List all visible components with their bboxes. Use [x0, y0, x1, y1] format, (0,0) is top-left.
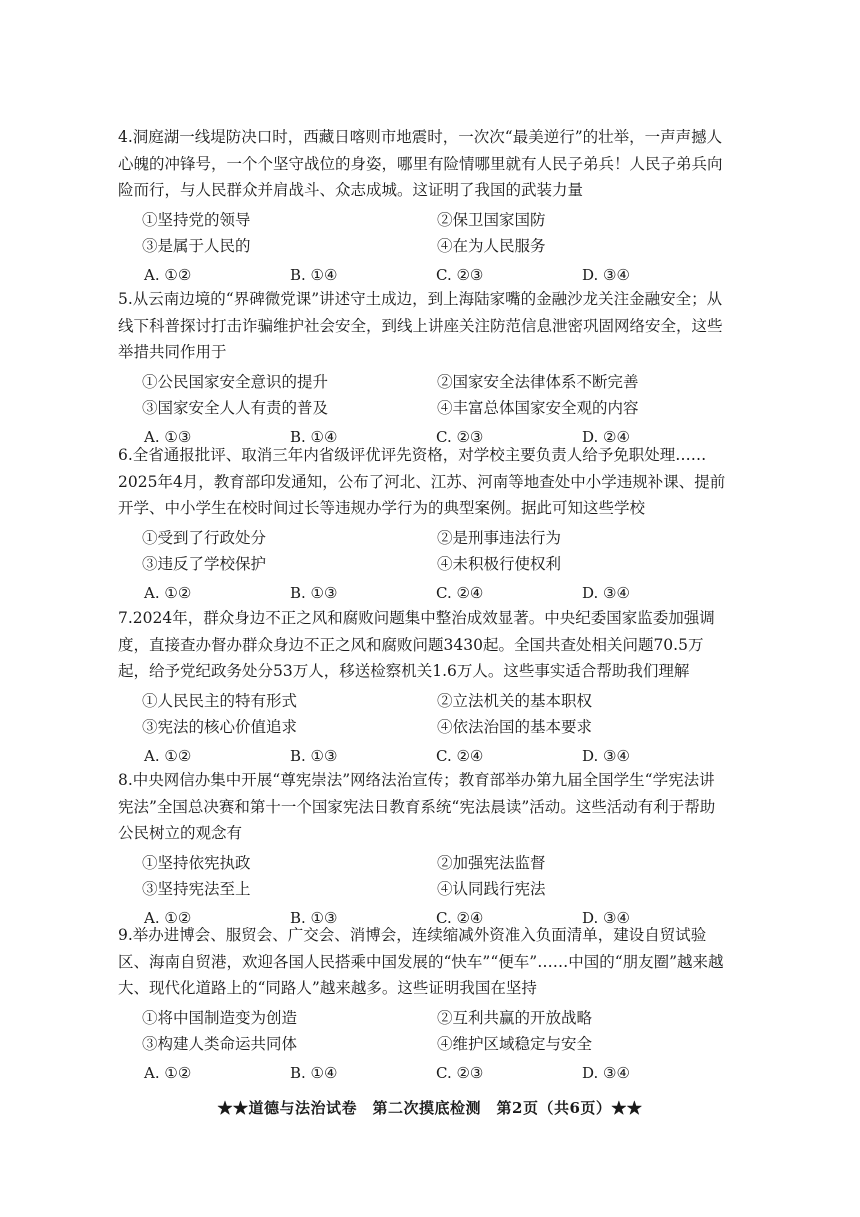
statement-option: ①坚持依宪执政	[142, 853, 251, 872]
answer-choices	[118, 743, 728, 769]
answer-choices	[118, 262, 728, 288]
statement-option: ③是属于人民的	[142, 237, 251, 255]
statement-option: ③坚持宪法至上	[142, 880, 251, 898]
question-text: 全省通报批评、取消三年内省级评优评先资格，对学校主要负责人给予免职处理……2025年4月，教育部印发通知，公布了河北、江苏、河南等地查处中小学违规补课、提前开学、中小学生在校时间过长等违规办学行为的典型案例。据此可知这些学校	[118, 446, 726, 517]
statement-option: ②是刑事违法行为	[437, 528, 562, 547]
answer-choice-c: C. ②④	[436, 746, 484, 765]
statement-option: ①将中国制造变为创造	[142, 1008, 298, 1027]
answer-choice-b: B. ①③	[290, 583, 338, 602]
answer-choices	[118, 1060, 728, 1086]
question-stem	[118, 767, 728, 847]
answer-choice-a: A. ①②	[144, 908, 192, 927]
answer-choice-d: D. ③④	[582, 583, 630, 602]
question-7	[118, 605, 728, 769]
question-stem	[118, 124, 728, 204]
statement-option: ③国家安全人人有责的普及	[142, 399, 329, 417]
question-number: 4.	[118, 128, 133, 146]
statement-options	[118, 369, 728, 422]
answer-choice-b: B. ①③	[290, 746, 338, 765]
answer-choice-a: A. ①②	[144, 1063, 192, 1082]
question-stem	[118, 605, 728, 685]
statement-option: ②加强宪法监督	[437, 853, 546, 872]
answer-choice-c: C. ②③	[436, 265, 484, 284]
question-6	[118, 442, 728, 606]
statement-option: ③宪法的核心价值追求	[142, 718, 298, 736]
answer-choice-c: C. ②④	[436, 908, 484, 927]
page-footer: ★★道德与法治试卷 第二次摸底检测 第2页（共6页）★★	[217, 1099, 643, 1117]
statement-options	[118, 525, 728, 578]
answer-choices	[118, 580, 728, 606]
answer-choice-a: A. ①②	[144, 265, 192, 284]
question-number: 9.	[118, 926, 133, 944]
answer-choice-a: A. ①②	[144, 746, 192, 765]
question-stem	[118, 286, 728, 366]
answer-choice-c: C. ②④	[436, 583, 484, 602]
question-stem	[118, 922, 728, 1002]
question-number: 8.	[118, 771, 133, 789]
question-4	[118, 124, 728, 288]
statement-option: ③违反了学校保护	[142, 555, 267, 573]
statement-option: ①坚持党的领导	[142, 210, 251, 229]
answer-choice-b: B. ①④	[290, 1063, 338, 1082]
question-text: 2024年，群众身边不正之风和腐败问题集中整治成效显著。中央纪委国家监委加强调度，直接查办督办群众身边不正之风和腐败问题3430起。全国共查处相关问题70.5万起，给予党纪政务处分53万人，移送检察机关1.6万人。这些事实适合帮助我们理解	[118, 609, 715, 680]
answer-choice-b: B. ①④	[290, 427, 338, 446]
statement-option: ④维护区域稳定与安全	[437, 1035, 593, 1053]
question-number: 7.	[118, 609, 133, 627]
answer-choice-b: B. ①④	[290, 265, 338, 284]
question-stem	[118, 442, 728, 522]
statement-options	[118, 850, 728, 903]
question-text: 从云南边境的“界碑微党课”讲述守土成边，到上海陆家嘴的金融沙龙关注金融安全；从线下科普探讨打击诈骗维护社会安全，到线上讲座关注防范信息泄密巩固网络安全，这些举措共同作用于	[118, 290, 723, 361]
statement-option: ④认同践行宪法	[437, 880, 546, 898]
question-text: 洞庭湖一线堤防决口时，西藏日喀则市地震时，一次次“最美逆行”的壮举，一声声撼人心魄的冲锋号，一个个坚守战位的身姿，哪里有险情哪里就有人民子弟兵！人民子弟兵向险而行，与人民群众并肩战斗、众志成城。这证明了我国的武装力量	[118, 128, 723, 199]
answer-choice-d: D. ③④	[582, 746, 630, 765]
statement-options	[118, 1005, 728, 1058]
statement-options	[118, 207, 728, 260]
question-text: 举办进博会、服贸会、广交会、消博会，连续缩减外资准入负面清单，建设自贸试验区、海南自贸港，欢迎各国人民搭乘中国发展的“快车”“便车”……中国的“朋友圈”越来越大、现代化道路上的“同路人”越来越多。这些证明我国在坚持	[118, 926, 724, 997]
question-number: 6.	[118, 446, 133, 464]
statement-option: ①公民国家安全意识的提升	[142, 372, 329, 391]
answer-choice-c: C. ②③	[436, 1063, 484, 1082]
question-text: 中央网信办集中开展“尊宪崇法”网络法治宣传；教育部举办第九届全国学生“学宪法讲宪法”全国总决赛和第十一个国家宪法日教育系统“宪法晨读”活动。这些活动有利于帮助公民树立的观念有	[118, 771, 716, 842]
statement-option: ④在为人民服务	[437, 237, 546, 255]
answer-choice-b: B. ①③	[290, 908, 338, 927]
statement-option: ③构建人类命运共同体	[142, 1035, 298, 1053]
statement-option: ①受到了行政处分	[142, 528, 267, 547]
question-9	[118, 922, 728, 1086]
statement-option: ②保卫国家国防	[437, 210, 546, 229]
answer-choice-a: A. ①②	[144, 583, 192, 602]
answer-choice-c: C. ②③	[436, 427, 484, 446]
statement-options	[118, 688, 728, 741]
statement-option: ②互利共赢的开放战略	[437, 1008, 593, 1027]
question-8	[118, 767, 728, 931]
question-number: 5.	[118, 290, 133, 308]
statement-option: ②立法机关的基本职权	[437, 691, 593, 710]
statement-option: ④未积极行使权利	[437, 555, 562, 573]
answer-choice-d: D. ③④	[582, 1063, 630, 1082]
answer-choice-d: D. ②④	[582, 427, 630, 446]
answer-choice-d: D. ③④	[582, 908, 630, 927]
statement-option: ④依法治国的基本要求	[437, 718, 593, 736]
question-5	[118, 286, 728, 450]
answer-choice-d: D. ③④	[582, 265, 630, 284]
answer-choice-a: A. ①③	[144, 427, 192, 446]
statement-option: ①人民民主的特有形式	[142, 691, 298, 710]
statement-option: ②国家安全法律体系不断完善	[437, 372, 639, 391]
statement-option: ④丰富总体国家安全观的内容	[437, 399, 639, 417]
